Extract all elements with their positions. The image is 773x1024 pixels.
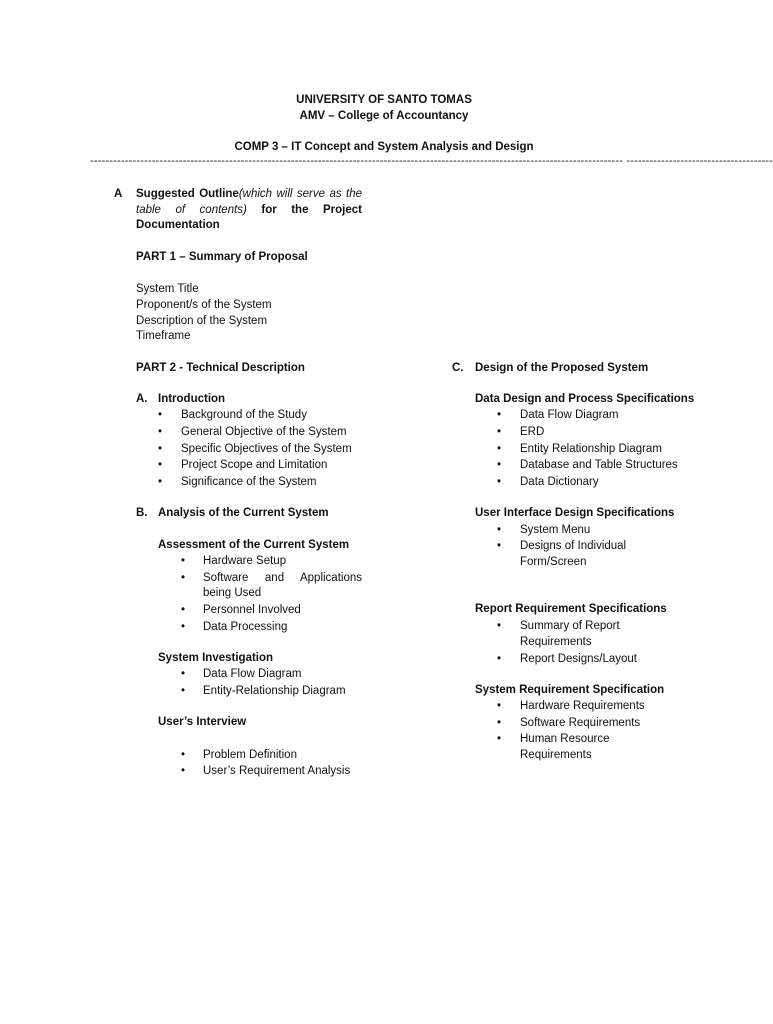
bullet-icon: • [497,717,502,729]
bullet-icon: • [497,409,502,421]
bullet-icon: • [158,459,163,471]
section-a-letter: A [114,188,123,200]
intro-item: General Objective of the System [181,426,347,438]
report-item: Report Designs/Layout [520,653,637,665]
system-req-title: System Requirement Specification [475,684,665,696]
report-title: Report Requirement Specifications [475,603,667,615]
investigation-item: Entity-Relationship Diagram [203,685,346,697]
report-item: Summary of Report [520,620,620,632]
bullet-icon: • [497,476,502,488]
assessment-title: Assessment of the Current System [158,539,350,551]
intro-item: Specific Objectives of the System [181,443,352,455]
section-a-title-bold: Suggested Outline [136,188,239,200]
course-title: COMP 3 – IT Concept and System Analysis and Design [234,141,534,153]
bullet-icon: • [158,426,163,438]
assessment-item: Personnel Involved [203,604,301,616]
bullet-icon: • [181,572,186,584]
system-req-item-line2: Requirements [520,749,592,761]
bullet-icon: • [497,700,502,712]
ui-design-item: Designs of Individual [520,540,627,552]
report-item-line2: Requirements [520,636,592,648]
university-name: UNIVERSITY OF SANTO TOMAS [296,94,472,106]
investigation-title: System Investigation [158,652,274,664]
bullet-icon: • [497,426,502,438]
system-req-item: Human Resource [520,733,610,745]
ui-design-item: System Menu [520,524,591,536]
bullet-icon: • [158,476,163,488]
part2-a-letter: A. [136,393,148,405]
intro-item: Project Scope and Limitation [181,459,328,471]
part2-b-title: Analysis of the Current System [158,507,329,519]
data-design-title: Data Design and Process Specifications [475,393,695,405]
section-a-title-line2 [136,204,362,216]
bullet-icon: • [497,733,502,745]
data-design-item: Database and Table Structures [520,459,678,471]
bullet-icon: • [497,620,502,632]
part2-b-letter: B. [136,507,148,519]
section-a-title [136,188,362,200]
assessment-item-line1: Software and Applications [203,572,362,584]
data-design-item: Entity Relationship Diagram [520,443,662,455]
part1-title: PART 1 – Summary of Proposal [136,251,308,263]
part1-item: Description of the System [136,315,268,327]
bullet-icon: • [158,443,163,455]
section-a-title-italic-1: (which will serve as the [238,188,362,200]
part2-a-title: Introduction [158,393,226,405]
assessment-item: Data Processing [203,621,288,633]
intro-item: Background of the Study [181,409,307,421]
data-design-item: Data Dictionary [520,476,599,488]
interview-item: Problem Definition [203,749,297,761]
section-c-letter: C. [452,362,464,374]
part1-item: Timeframe [136,330,191,342]
bullet-icon: • [181,555,186,567]
bullet-icon: • [181,765,186,777]
bullet-icon: • [181,668,186,680]
intro-item: Significance of the System [181,476,317,488]
bullet-icon: • [158,409,163,421]
bullet-icon: • [181,621,186,633]
interview-item: User’s Requirement Analysis [203,765,351,777]
assessment-item: Hardware Setup [203,555,287,567]
system-req-item: Hardware Requirements [520,700,645,712]
data-design-item: Data Flow Diagram [520,409,619,421]
bullet-icon: • [181,604,186,616]
part1-item: System Title [136,283,199,295]
bullet-icon: • [181,685,186,697]
system-req-item: Software Requirements [520,717,641,729]
bullet-icon: • [497,443,502,455]
investigation-item: Data Flow Diagram [203,668,302,680]
section-a-title-line3: Documentation [136,219,220,231]
ui-design-item-line2: Form/Screen [520,556,587,568]
section-a-title-italic-2: table of contents) [136,204,247,216]
bullet-icon: • [497,459,502,471]
part2-title: PART 2 - Technical Description [136,362,305,374]
bullet-icon: • [497,653,502,665]
bullet-icon: • [181,749,186,761]
college-name: AMV – College of Accountancy [299,110,469,122]
bullet-icon: • [497,524,502,536]
assessment-item-line2: being Used [203,587,262,599]
assessment-item [203,572,362,584]
part1-item: Proponent/s of the System [136,299,272,311]
interview-title: User’s Interview [158,716,247,728]
section-c-title: Design of the Proposed System [475,362,649,374]
data-design-item: ERD [520,426,545,438]
bullet-icon: • [497,540,502,552]
dashed-separator: ------------------------------------------------------------------------------------------------------------------------------------------ -------------------------------------- [90,155,773,167]
ui-design-title: User Interface Design Specifications [475,507,675,519]
section-a-title-bold-2: for the Project [261,204,362,216]
